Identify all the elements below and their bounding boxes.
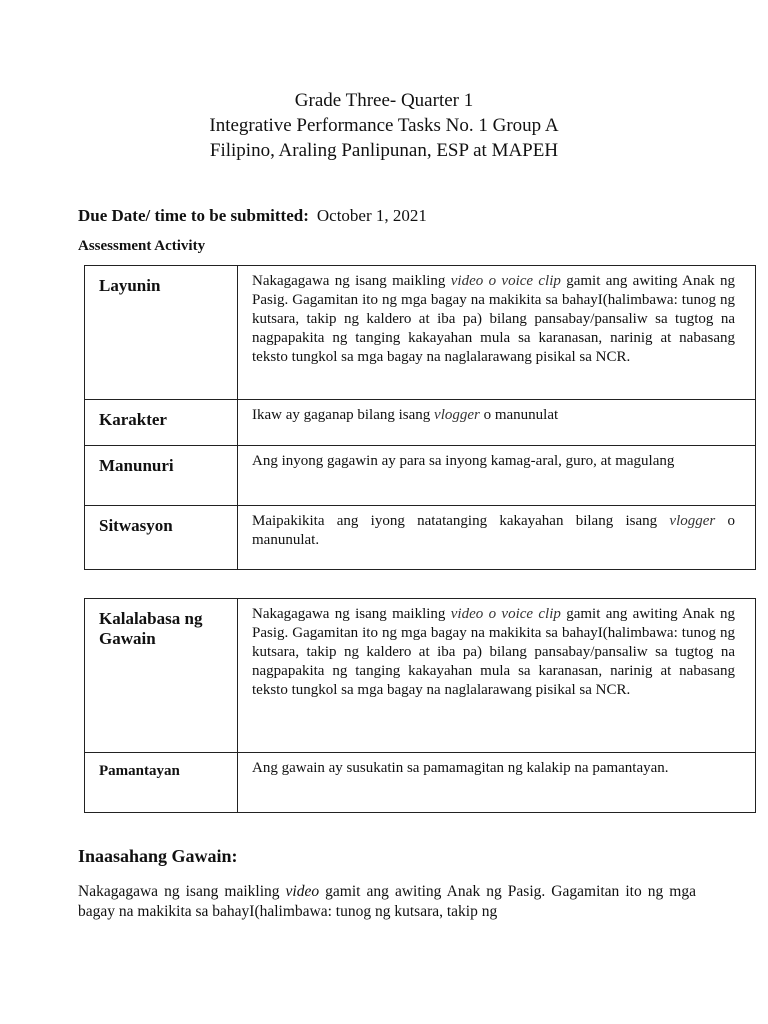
table-row [85,753,756,813]
row-text: Nakagagawa ng isang maikling video o voice clip gamit ang awiting Anak ng Pasig. Gagamitan ito ng mga bagay na makikita sa bahayI(halimbawa: tunog ng kutsara, takip ng kaldero at iba pa) bilang pansabay/pansaliw sa tugtog na nagpapakita ng tanging kakayahan mula sa karanasan, narinig at nabasang teksto tungkol sa mga bagay na naglalarawang pisikal sa NCR. [238,599,756,753]
row-label: Layunin [85,266,238,400]
task-title: Integrative Performance Tasks No. 1 Group A [209,115,559,136]
expected-task-text: Nakagagawa ng isang maikling video gamit ang awiting Anak ng Pasig. Gagamitan ito ng mga bagay na makikita sa bahayI(halimbawa: tunog ng kutsara, takip ng [78,883,696,920]
row-text: Nakagagawa ng isang maikling video o voice clip gamit ang awiting Anak ng Pasig. Gagamitan ito ng mga bagay na makikita sa bahayI(halimbawa: tunog ng kutsara, takip ng kaldero at iba pa) bilang pansabay/pansaliw sa tugtog na nagpapakita ng tanging kakayahan mula sa karanasan, narinig at nabasang teksto tungkol sa mga bagay na naglalarawang pisikal sa NCR. [238,266,756,400]
table-row [85,506,756,570]
due-date-line [78,206,427,226]
assessment-activity-label: Assessment Activity [78,238,206,254]
document-header [0,88,768,163]
table-row [85,400,756,446]
assessment-table [84,265,756,570]
row-label: Kalalabasa ng Gawain [85,599,238,753]
row-label: Sitwasyon [85,506,238,570]
row-label: Manunuri [85,446,238,506]
row-label: Karakter [85,400,238,446]
subjects-title: Filipino, Araling Panlipunan, ESP at MAPEH [209,140,559,161]
row-text: Ikaw ay gaganap bilang isang vlogger o manunulat [238,400,756,446]
due-date-value: October 1, 2021 [316,206,427,225]
output-table [84,598,756,813]
row-text: Ang gawain ay susukatin sa pamamagitan ng kalakip na pamantayan. [238,753,756,813]
table-row [85,446,756,506]
row-label: Pamantayan [85,753,238,813]
grade-quarter-title: Grade Three- Quarter 1 [294,90,474,111]
table-row [85,599,756,753]
row-text: Maipakikita ang iyong natatanging kakayahan bilang isang vlogger o manunulat. [238,506,756,570]
due-date-label: Due Date/ time to be submitted: [78,206,309,225]
table-row [85,266,756,400]
expected-task-title: Inaasahang Gawain: [78,846,238,866]
row-text: Ang inyong gagawin ay para sa inyong kamag-aral, guro, at magulang [238,446,756,506]
